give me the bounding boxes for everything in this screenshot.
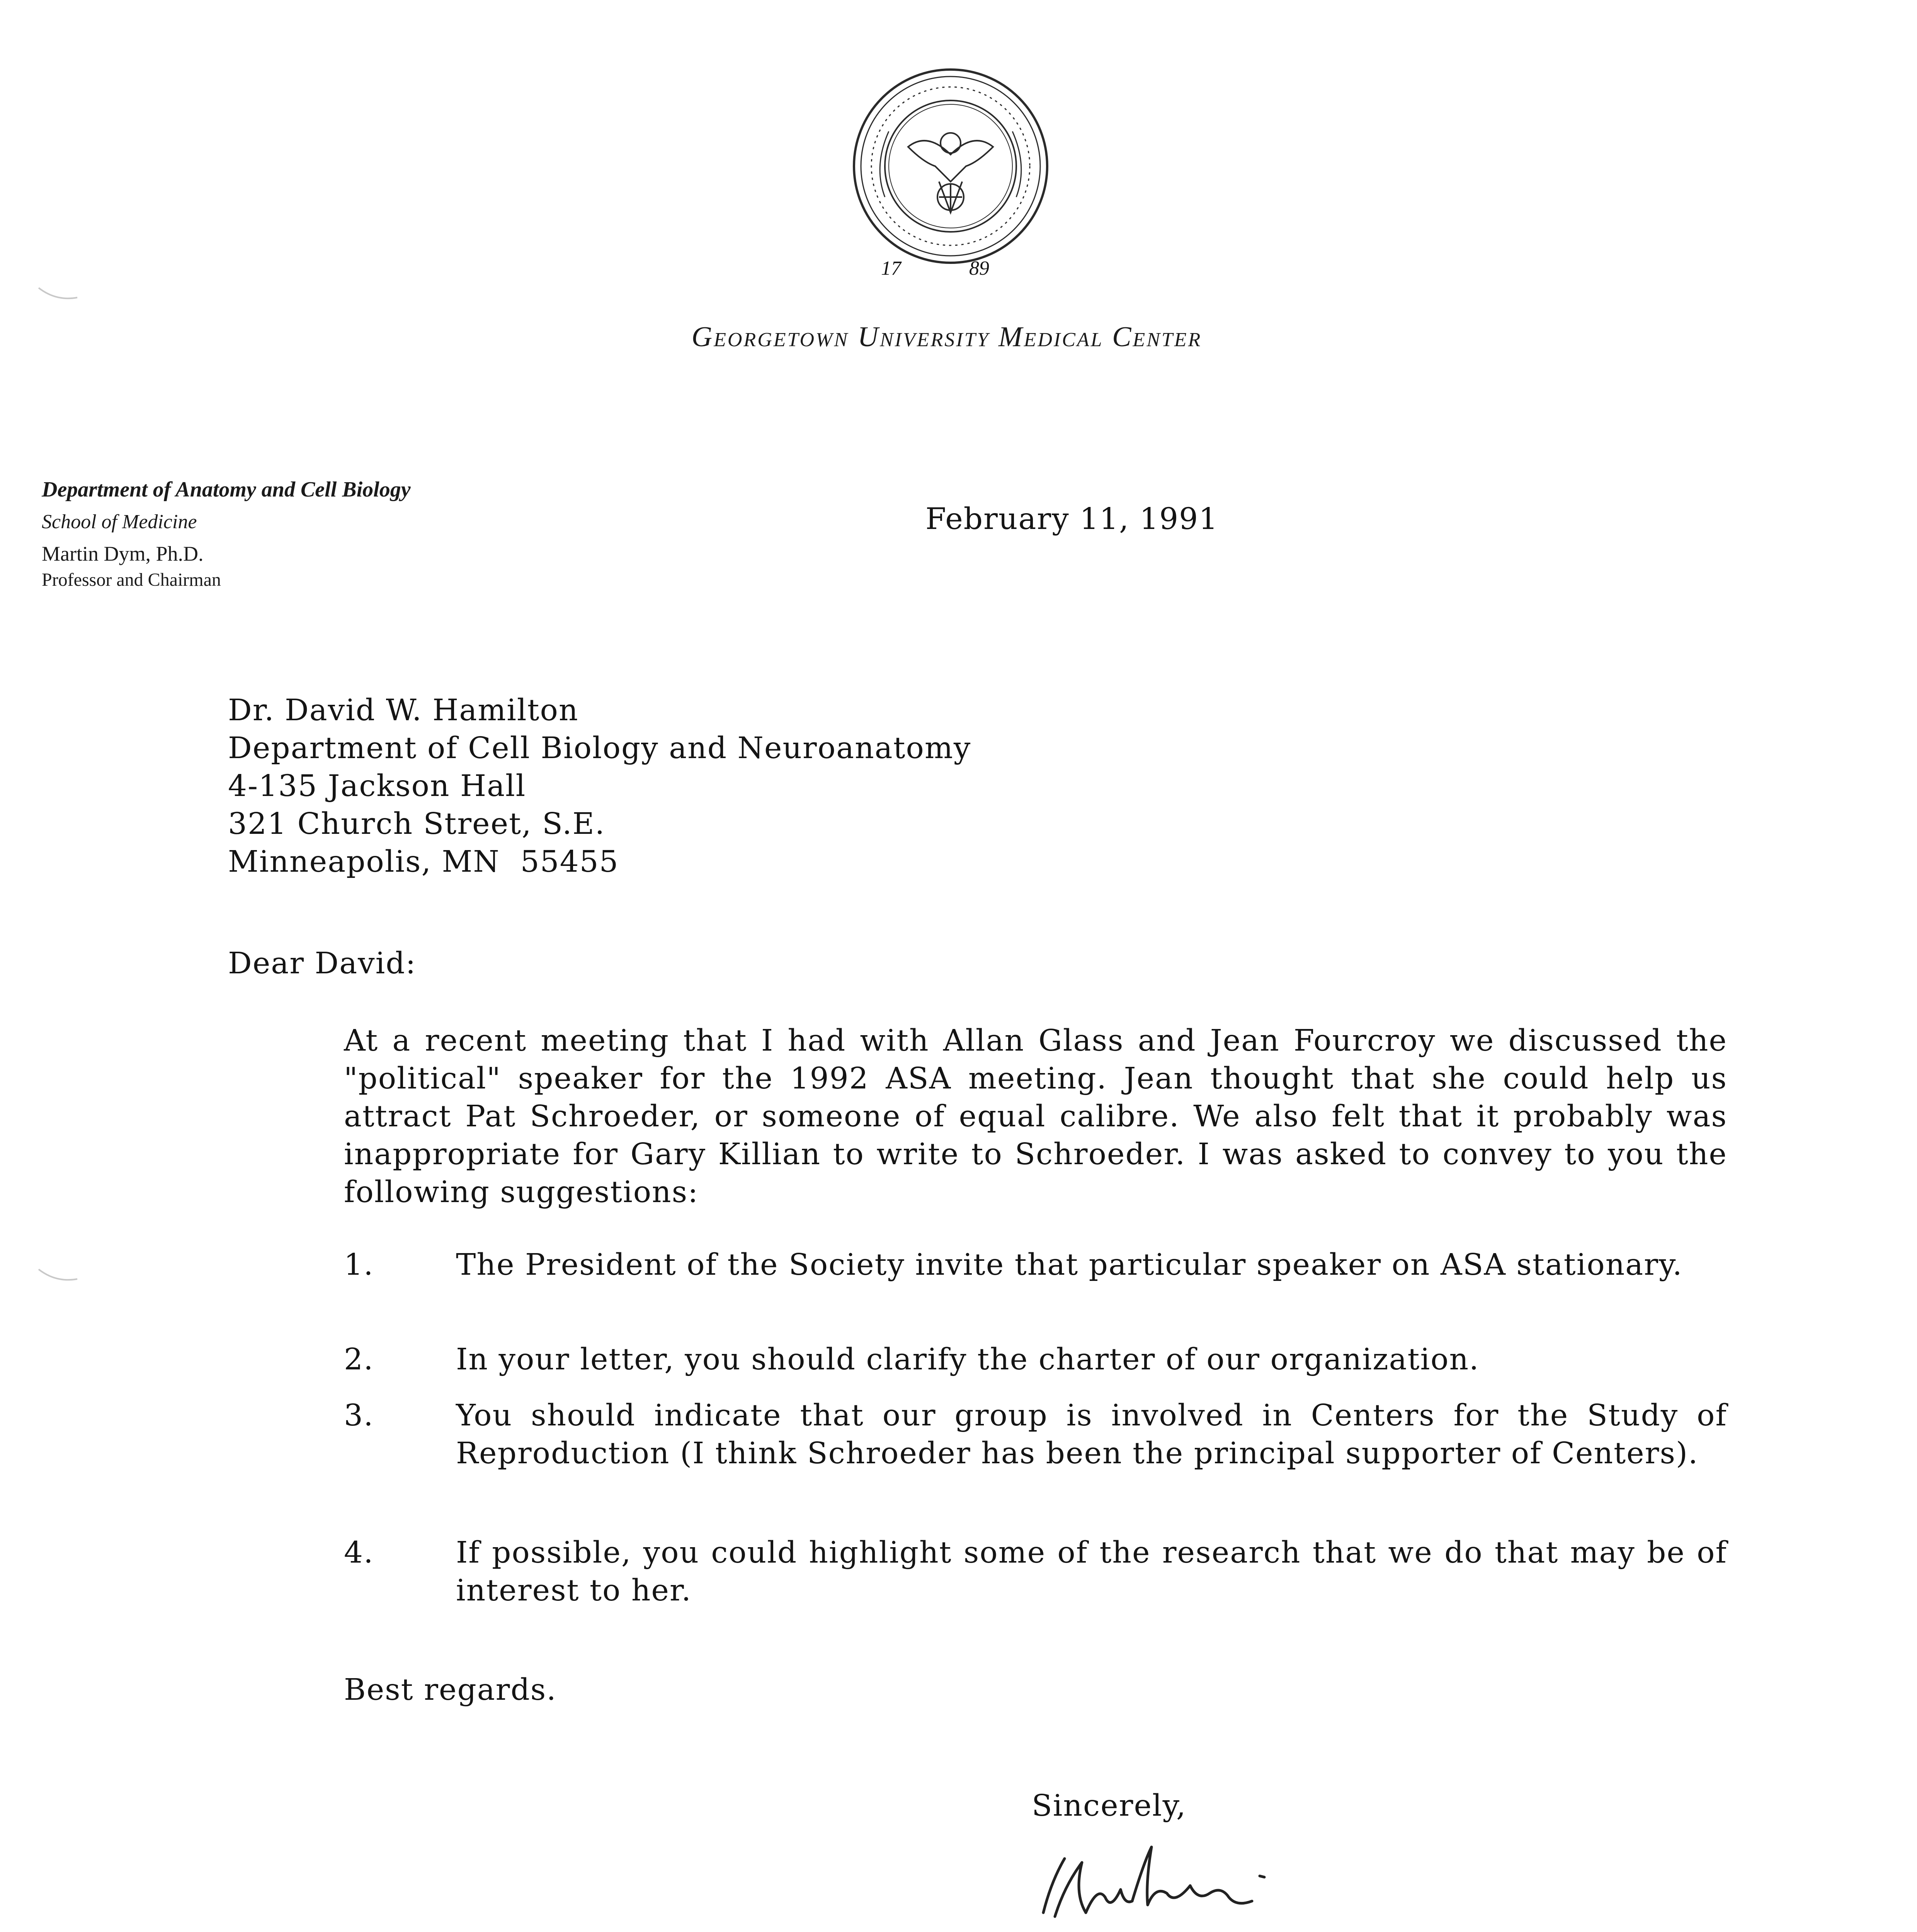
suggestion-text: If possible, you could highlight some of the research that we do that may be of interest to her. <box>456 1536 1727 1608</box>
suggestion-text: The President of the Society invite that particular speaker on ASA stationary. <box>456 1248 1683 1282</box>
salutation: Dear David: <box>228 946 417 981</box>
sender-name: Martin Dym, Ph.D. <box>42 542 204 565</box>
body-paragraph: At a recent meeting that I had with Allan Glass and Jean Fourcroy we discussed the "political" speaker for the 1992 ASA meeting. Jean thought that she could help us attract Pat Schroeder, or someone of equal calibre. We also felt that it probably was inappropriate for Gary Killian to write to Schroeder. I was asked to convey to you the following suggestions: <box>344 1024 1727 1209</box>
suggestion-number: 1. <box>344 1248 374 1282</box>
address-line: 321 Church Street, S.E. <box>228 807 606 841</box>
seal-years <box>873 257 1028 288</box>
institution-letterhead: Georgetown University Medical Center <box>691 321 1202 353</box>
university-seal <box>850 66 1051 267</box>
punch-hole-mark <box>37 286 79 301</box>
recipient-address <box>228 692 1387 881</box>
seal-year-right: 89 <box>969 257 989 279</box>
valediction: Sincerely, <box>1032 1789 1187 1823</box>
letter-date: February 11, 1991 <box>925 502 1219 536</box>
closing-line: Best regards. <box>344 1673 557 1707</box>
punch-hole-mark <box>37 1267 79 1283</box>
address-line: Dr. David W. Hamilton <box>228 693 579 728</box>
suggestion-number: 4. <box>344 1536 374 1570</box>
sender-block <box>42 473 583 591</box>
address-line: Minneapolis, MN 55455 <box>228 845 619 879</box>
address-line: Department of Cell Biology and Neuroanatomy <box>228 731 971 765</box>
school-name: School of Medicine <box>42 511 197 533</box>
address-line: 4-135 Jackson Hall <box>228 769 526 803</box>
suggestion-text: You should indicate that our group is involved in Centers for the Study of Reproduction (I think Schroeder has been the principal supporter of Centers). <box>456 1398 1727 1471</box>
suggestion-number: 2. <box>344 1342 374 1377</box>
seal-year-left: 17 <box>881 257 901 279</box>
department-name: Department of Anatomy and Cell Biology <box>42 478 411 502</box>
suggestion-number: 3. <box>344 1398 374 1433</box>
handwritten-signature <box>1028 1839 1298 1924</box>
suggestion-text: In your letter, you should clarify the charter of our organization. <box>456 1342 1480 1377</box>
sender-title: Professor and Chairman <box>42 570 221 590</box>
